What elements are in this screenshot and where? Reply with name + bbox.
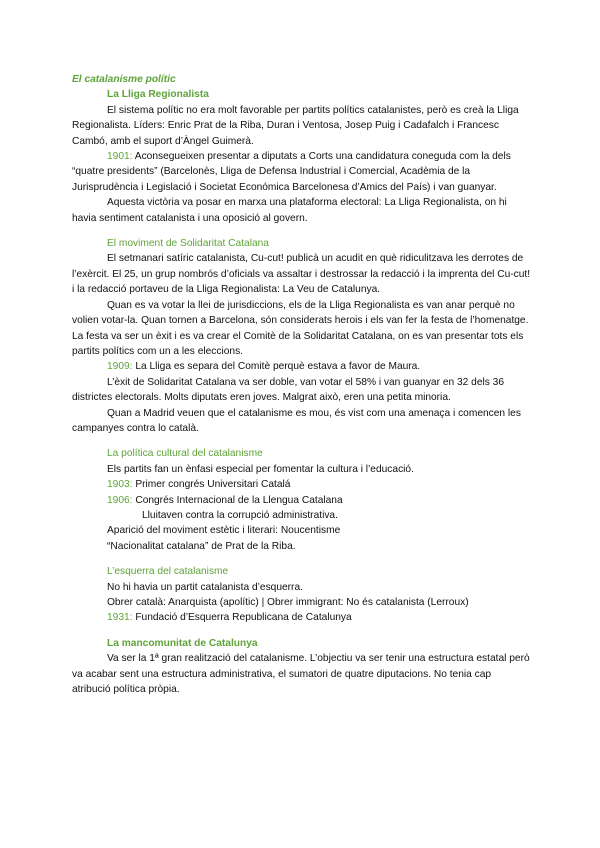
- section-heading-mancomunitat: La mancomunitat de Catalunya: [107, 637, 258, 649]
- paragraph: Va ser la 1ª gran realització del catalanisme. L’objectiu va ser tenir una estructura estatal però va acabar sent una estructura administrativa, el sumatori de quatre diputacions. No tenia cap atribució política pròpia.: [72, 653, 530, 696]
- paragraph: Quan a Madrid veuen que el catalanisme es mou, és vist com una amenaça i comencen les campanyes contra lo català.: [72, 407, 521, 434]
- year-label: 1906:: [107, 494, 133, 506]
- paragraph: [72, 149, 532, 195]
- list-item: “Nacionalitat catalana” de Prat de la Riba.: [107, 540, 296, 552]
- paragraph: El sistema polític no era molt favorable per partits polítics catalanistes, però es creà la Lliga Regionalista. Líders: Enric Prat de la Riba, Duran i Ventosa, Josep Puig i Cadafalch i Francesc Cambó, amb el suport d’Àngel Guimerà.: [72, 104, 519, 147]
- list-item: [72, 493, 532, 508]
- list-item: Els partits fan un ènfasi especial per fomentar la cultura i l’educació.: [107, 463, 414, 475]
- year-label: 1909:: [107, 361, 133, 373]
- list-item-text: Congrés Internacional de la Llengua Catalana: [132, 494, 343, 506]
- list-item: Aparició del moviment estètic i literari: Noucentisme: [107, 525, 341, 537]
- section-heading-solidaritat: El moviment de Solidaritat Catalana: [107, 238, 269, 250]
- paragraph: Aquesta victòria va posar en marxa una plataforma electoral: La Lliga Regionalista, on hi havia sentiment catalanista i una oposició al govern.: [72, 197, 507, 224]
- paragraph-text: Aconsegueixen presentar a diputats a Corts una candidatura coneguda com la dels “quatre presidents” (Barcelonès, Lliga de Defensa Industrial i Comercial, Acadèmia de la Jurisprudència i Legislació i Societat Económica Barcelonesa d’Amics del País) i van guanyar.: [72, 151, 511, 193]
- paragraph: L’èxit de Solidaritat Catalana va ser doble, van votar el 58% i van guanyar en 32 dels 36 districtes electorals. Molts diputats eren joves. Malgrat això, eren una petita minoria.: [72, 376, 504, 404]
- year-label: 1931:: [107, 612, 133, 624]
- section-heading-lliga: La Lliga Regionalista: [107, 89, 209, 101]
- list-item-text: Fundació d’Esquerra Republicana de Catalunya: [132, 612, 352, 624]
- section-heading-politica-cultural: La política cultural del catalanisme: [107, 448, 263, 460]
- list-item: [72, 610, 532, 625]
- list-item-text: Primer congrés Universitari Catalá: [132, 479, 291, 491]
- list-item: Obrer català: Anarquista (apolític) | Obrer immigrant: No és catalanista (Lerroux): [107, 597, 469, 608]
- year-label: 1901:: [107, 151, 133, 163]
- year-label: 1903:: [107, 479, 133, 491]
- paragraph: [72, 359, 532, 374]
- paragraph: El setmanari satíric catalanista, Cu-cut! publicà un acudit en què ridiculitzava les derrotes de l’exèrcit. El 25, un grup nombrós d’oficials va assaltar i destrossar la redacció i la imprenta del Cu-cut! i la redacció portaveu de la Lliga Regionalista: La Veu de Catalunya.: [72, 253, 531, 296]
- section-heading-esquerra: L’esquerra del catalanisme: [107, 566, 229, 578]
- list-item: Lluitaven contra la corrupció administrativa.: [142, 509, 338, 521]
- document-content: [72, 72, 532, 697]
- document-title: El catalanisme polític: [72, 74, 176, 85]
- paragraph-text: La Lliga es separa del Comitè perquè estava a favor de Maura.: [132, 361, 421, 373]
- list-item: [72, 477, 532, 492]
- list-item: No hi havia un partit catalanista d’esquerra.: [107, 581, 303, 593]
- paragraph: Quan es va votar la llei de jurisdiccions, els de la Lliga Regionalista es van anar perquè no volien votar-la. Quan tornen a Barcelona, són considerats herois i els van fer la festa de l’homenatge. La festa va ser un èxit i es va crear el Comitè de la Solidaritat Catalana, on es van presentar tots els partits polítics com un a les eleccions.: [72, 299, 529, 357]
